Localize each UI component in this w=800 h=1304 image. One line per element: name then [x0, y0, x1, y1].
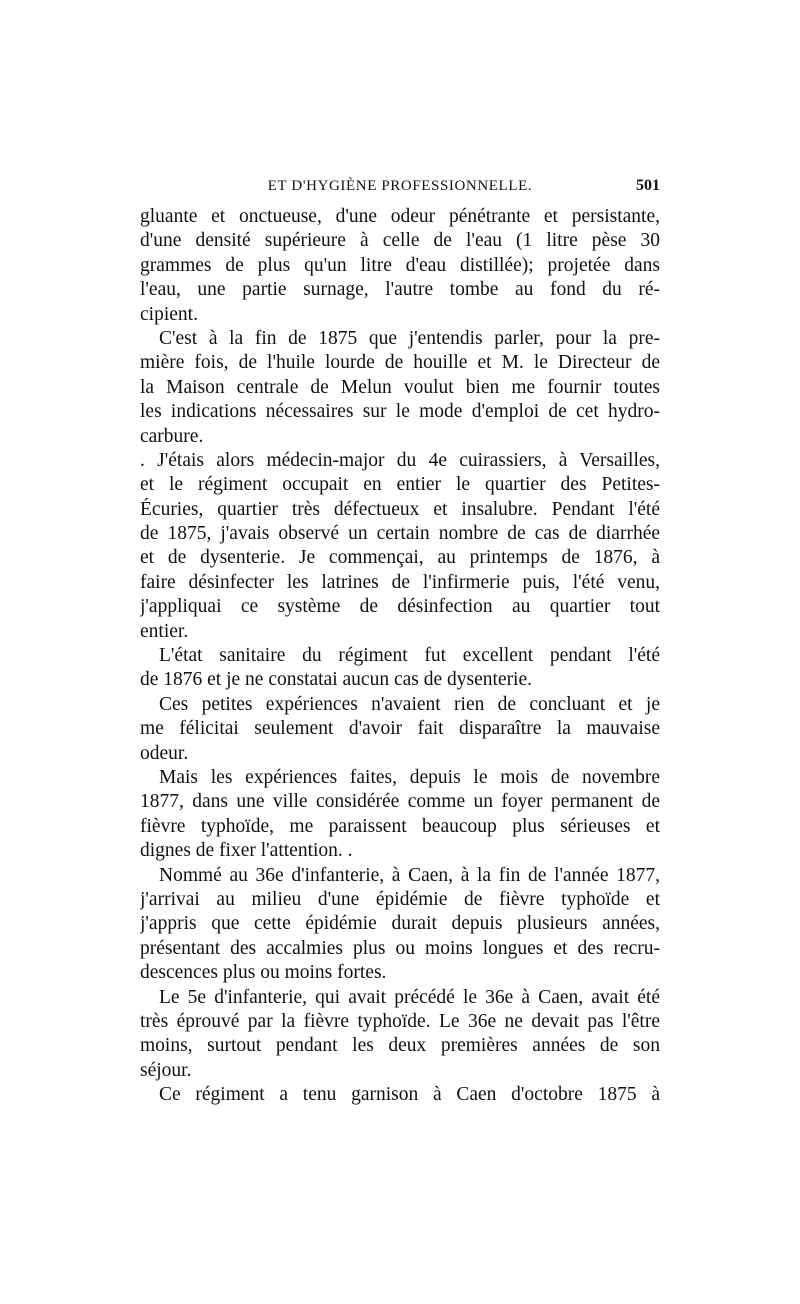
text-line: d'une densité supérieure à celle de l'eau (1 litre pèse 30 [140, 230, 660, 252]
text-line: . J'étais alors médecin-major du 4e cuirassiers, à Versailles, [140, 449, 660, 471]
running-header [140, 174, 660, 198]
text-line: gluante et onctueuse, d'une odeur pénétrante et persistante, [140, 206, 660, 227]
text-line: C'est à la fin de 1875 que j'entendis parler, pour la pre- [159, 327, 660, 349]
text-line: de 1876 et je ne constatai aucun cas de dysenterie. [140, 669, 533, 691]
body-text [140, 205, 660, 1107]
text-line: très éprouvé par la fièvre typhoïde. Le 36e ne devait pas l'être [140, 1010, 660, 1032]
text-line: faire désinfecter les latrines de l'infirmerie puis, l'été venu, [140, 571, 660, 593]
text-line: séjour. [140, 1059, 192, 1081]
text-line: et de dysenterie. Je commençai, au printemps de 1876, à [140, 547, 660, 569]
text-line: dignes de fixer l'attention. . [140, 840, 353, 862]
text-line: me félicitai seulement d'avoir fait disparaître la mauvaise [140, 718, 660, 740]
text-line: L'état sanitaire du régiment fut excellent pendant l'été [159, 645, 660, 667]
text-line: présentant des accalmies plus ou moins longues et des recru- [140, 937, 660, 959]
text-line: cipient. [140, 303, 198, 325]
text-line: grammes de plus qu'un litre d'eau distillée); projetée dans [140, 254, 660, 276]
text-line: mière fois, de l'huile lourde de houille et M. le Directeur de [140, 352, 660, 374]
text-line: Ces petites expériences n'avaient rien de concluant et je [159, 693, 660, 715]
text-line: descences plus ou moins fortes. [140, 962, 387, 984]
text-line: j'appris que cette épidémie durait depuis plusieurs années, [140, 913, 660, 935]
text-line: Le 5e d'infanterie, qui avait précédé le 36e à Caen, avait été [159, 986, 660, 1008]
text-line: Nommé au 36e d'infanterie, à Caen, à la fin de l'année 1877, [159, 864, 660, 886]
text-line: l'eau, une partie surnage, l'autre tombe au fond du ré- [140, 279, 660, 301]
text-line: j'arrivai au milieu d'une épidémie de fièvre typhoïde et [140, 888, 660, 910]
page-number: 501 [636, 177, 660, 194]
running-title: ET D'HYGIÈNE PROFESSIONNELLE. [267, 178, 533, 194]
text-line: odeur. [140, 742, 189, 764]
text-line: de 1875, j'avais observé un certain nombre de cas de diarrhée [140, 523, 660, 545]
text-line: j'appliquai ce système de désinfection au quartier tout [140, 596, 660, 618]
text-line: Mais les expériences faites, depuis le mois de novembre [159, 766, 660, 788]
text-line: carbure. [140, 425, 204, 447]
text-line: entier. [140, 620, 189, 642]
text-line: 1877, dans une ville considérée comme un foyer permanent de [140, 791, 660, 813]
text-line: la Maison centrale de Melun voulut bien me fournir toutes [140, 376, 660, 398]
text-line: moins, surtout pendant les deux premières années de son [140, 1035, 660, 1057]
text-line: Ce régiment a tenu garnison à Caen d'octobre 1875 à [159, 1084, 660, 1106]
text-line: Écuries, quartier très défectueux et insalubre. Pendant l'été [140, 498, 660, 520]
text-line: et le régiment occupait en entier le quartier des Petites- [140, 474, 660, 496]
text-line: les indications nécessaires sur le mode d'emploi de cet hydro- [140, 401, 660, 423]
text-line: fièvre typhoïde, me paraissent beaucoup plus sérieuses et [140, 815, 660, 837]
